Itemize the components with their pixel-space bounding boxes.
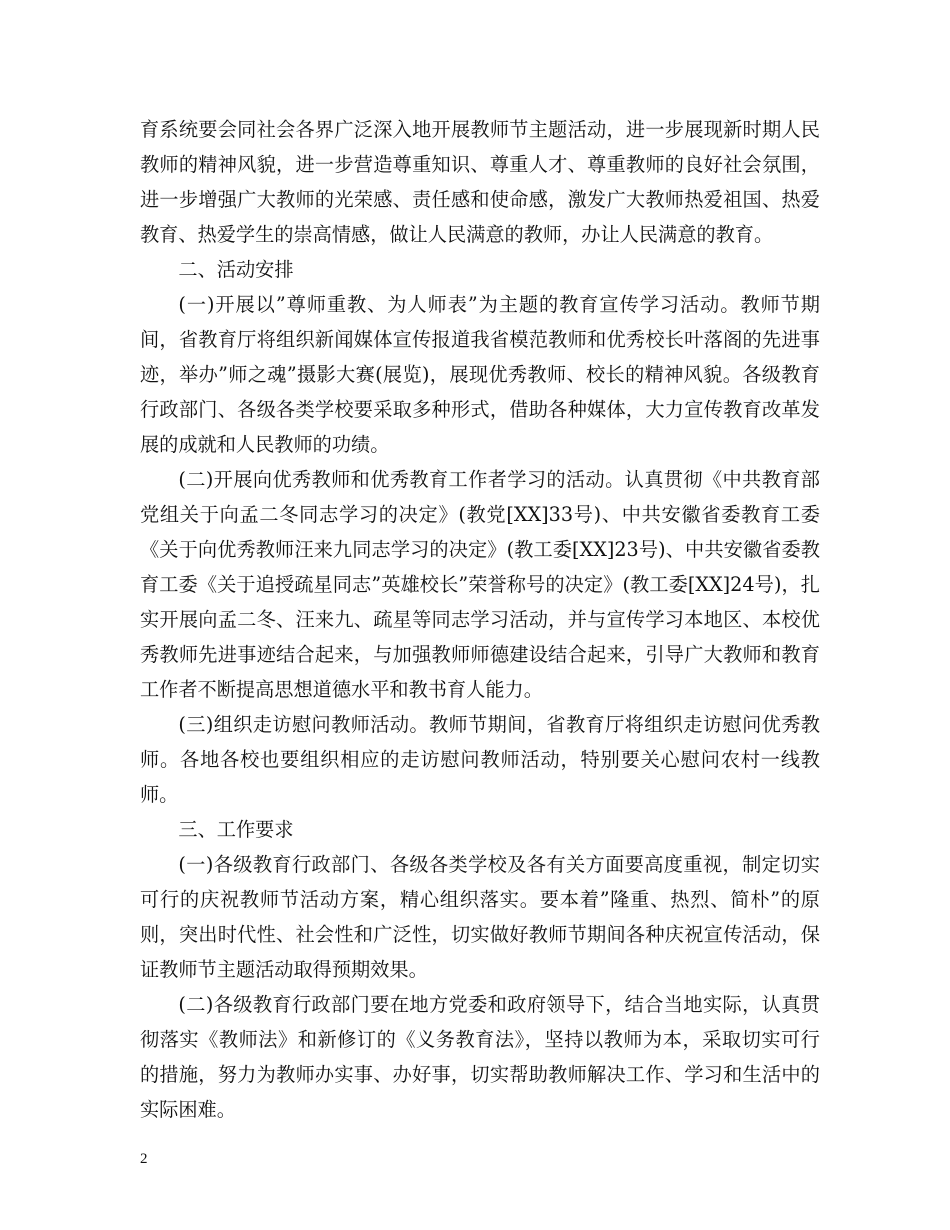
section-heading-activity-arrangement: 二、活动安排	[178, 258, 294, 281]
requirement-item-1: (一)各级教育行政部门、各级各类学校及各有关方面要高度重视，制定切实可行的庆祝教师节活动方案，精心组织落实。要本着”隆重、热烈、简朴”的原则，突出时代性、社会性和广泛性，切实做好教师节期间各种庆祝宣传活动，保证教师节主题活动取得预期效果。	[140, 853, 820, 981]
document-body	[140, 112, 820, 1127]
intro-paragraph: 育系统要会同社会各界广泛深入地开展教师节主题活动，进一步展现新时期人民教师的精神风貌，进一步营造尊重知识、尊重人才、尊重教师的良好社会氛围，进一步增强广大教师的光荣感、责任感和使命感，激发广大教师热爱祖国、热爱教育、热爱学生的崇高情感，做让人民满意的教师，办让人民满意的教育。	[140, 118, 820, 246]
page-number: 2	[140, 1151, 148, 1167]
activity-item-1: (一)开展以”尊师重教、为人师表”为主题的教育宣传学习活动。教师节期间，省教育厅将组织新闻媒体宣传报道我省模范教师和优秀校长叶落阁的先进事迹，举办”师之魂”摄影大赛(展览)，展现优秀教师、校长的精神风貌。各级教育行政部门、各级各类学校要采取多种形式，借助各种媒体，大力宣传教育改革发展的成就和人民教师的功绩。	[140, 293, 820, 456]
activity-item-3: (三)组织走访慰问教师活动。教师节期间，省教育厅将组织走访慰问优秀教师。各地各校也要组织相应的走访慰问教师活动，特别要关心慰问农村一线教师。	[140, 713, 820, 806]
activity-item-2: (二)开展向优秀教师和优秀教育工作者学习的活动。认真贯彻《中共教育部党组关于向孟二冬同志学习的决定》(教党[XX]33号)、中共安徽省委教育工委《关于向优秀教师汪来九同志学习的决定》(教工委[XX]23号)、中共安徽省委教育工委《关于追授疏星同志”英雄校长”荣誉称号的决定》(教工委[XX]24号)，扎实开展向孟二冬、汪来九、疏星等同志学习活动，并与宣传学习本地区、本校优秀教师先进事迹结合起来，与加强教师师德建设结合起来，引导广大教师和教育工作者不断提高思想道德水平和教书育人能力。	[140, 468, 820, 701]
section-heading-work-requirements: 三、工作要求	[178, 818, 294, 841]
requirement-item-2: (二)各级教育行政部门要在地方党委和政府领导下，结合当地实际，认真贯彻落实《教师法》和新修订的《义务教育法》，坚持以教师为本，采取切实可行的措施，努力为教师办实事、办好事，切实帮助教师解决工作、学习和生活中的实际困难。	[140, 993, 820, 1121]
